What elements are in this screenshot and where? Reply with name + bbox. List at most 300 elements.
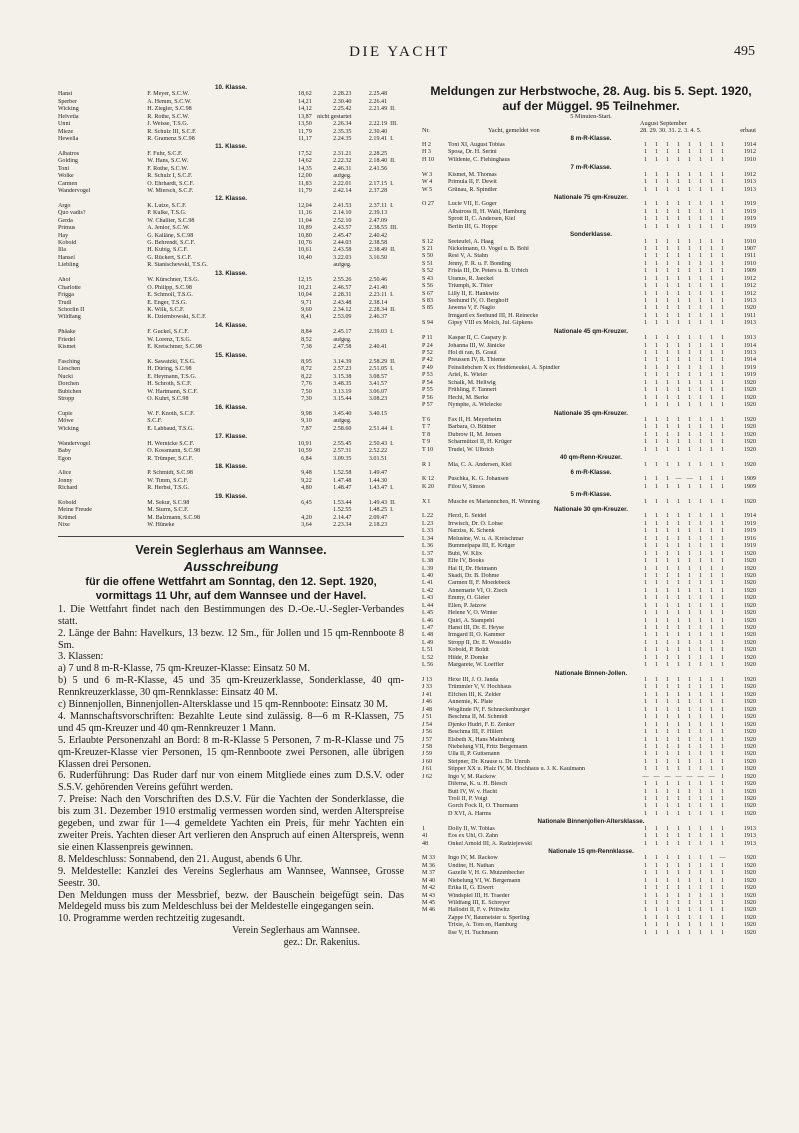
race-day-mark: 1	[709, 461, 714, 468]
prize: I.	[390, 292, 394, 299]
race-day-mark: 1	[665, 855, 670, 862]
race-day-mark: 1	[654, 862, 659, 869]
entry-row	[422, 521, 760, 528]
yacht-name: Golding	[58, 158, 78, 165]
race-day-mark: 1	[698, 171, 703, 178]
race-day-mark: 1	[687, 810, 692, 817]
rating: 9,98	[301, 410, 312, 417]
race-day-mark: 1	[698, 855, 703, 862]
owner-club: O. Kuhrt, S.C.98	[147, 396, 189, 403]
prize: I.	[390, 136, 394, 143]
corrected-time: 2.38.55	[368, 225, 388, 232]
race-day-mark: 1	[687, 803, 692, 810]
corrected-time	[351, 114, 387, 121]
race-day-mark: 1	[676, 587, 681, 594]
elapsed-time: 2.58.60	[333, 425, 352, 432]
sail-number: P 49	[422, 364, 433, 371]
race-day-mark: 1	[654, 342, 659, 349]
entry-row	[422, 558, 760, 565]
year-built: 1920	[743, 699, 756, 706]
sail-number: X I	[422, 498, 430, 505]
elapsed-time: 1.52.58	[333, 470, 352, 477]
race-days	[640, 796, 728, 803]
elapsed-time: 3.48.35	[333, 381, 352, 388]
race-days	[640, 276, 728, 283]
rating: 10,76	[298, 240, 312, 247]
race-day-mark: 1	[665, 387, 670, 394]
corrected-time: 2.50.43	[368, 440, 388, 447]
race-day-mark: 1	[676, 335, 681, 342]
race-day-mark: 1	[698, 357, 703, 364]
rating: 10,61	[298, 247, 312, 254]
entry-row	[422, 610, 760, 617]
race-day-mark: 1	[720, 357, 725, 364]
corrected-time: 2.37.28	[368, 188, 388, 195]
race-day-mark: 1	[698, 179, 703, 186]
race-day-mark: —	[664, 773, 671, 780]
race-day-mark: 1	[720, 870, 725, 877]
entry-row	[422, 320, 760, 327]
race-day-mark: 1	[687, 260, 692, 267]
race-day-mark: 1	[665, 305, 670, 312]
race-days	[640, 320, 728, 327]
rating: 13,50	[298, 121, 312, 128]
race-days	[640, 774, 728, 781]
yacht-entrant: Margarete, W. Loeffler	[448, 662, 504, 669]
corrected-time: 2.39.13	[368, 210, 388, 217]
yacht-name: Jonny	[58, 477, 73, 484]
entry-row	[422, 239, 760, 246]
sail-number: P 56	[422, 394, 433, 401]
year-built: 1910	[743, 260, 756, 267]
race-day-mark: 1	[698, 253, 703, 260]
race-day-mark: 1	[720, 223, 725, 230]
entry-row	[422, 640, 760, 647]
race-days	[640, 900, 728, 907]
race-day-mark: 1	[676, 729, 681, 736]
owner-club: P. Kulke, T.S.G.	[147, 210, 187, 217]
race-day-mark: 1	[676, 833, 681, 840]
race-day-mark: 1	[643, 350, 648, 357]
race-day-mark: 1	[676, 840, 681, 847]
yacht-name: Illa	[58, 247, 67, 254]
entry-row	[422, 499, 760, 506]
owner-club: K. Lutze, S.C.F.	[147, 202, 187, 209]
race-day-mark: 1	[665, 625, 670, 631]
race-day-mark: 1	[643, 647, 648, 654]
race-day-mark: 1	[709, 156, 714, 163]
race-day-mark: 1	[643, 298, 648, 305]
entry-row	[422, 313, 760, 320]
owner-club: K. Dziembowski, S.C.F.	[147, 314, 207, 321]
corrected-time: 2.28.25	[368, 150, 388, 157]
year-built: 1907	[743, 245, 756, 252]
year-built: 1920	[743, 766, 756, 773]
sail-number: S 12	[422, 238, 434, 245]
race-days	[640, 343, 728, 350]
race-day-mark: 1	[687, 156, 692, 163]
race-day-mark: 1	[709, 498, 714, 505]
yacht-name: Liebling	[58, 262, 79, 269]
announcement-paragraph: c) Binnenjollen, Binnenjollen-Altersklasse und 15 qm-Rennboote: Einsatz 30 M.	[58, 699, 388, 711]
race-day-mark: 1	[720, 156, 725, 163]
yacht-name: Alice	[58, 470, 72, 477]
rating: 14,21	[298, 98, 312, 105]
race-day-mark: 1	[676, 260, 681, 267]
elapsed-time: 2.43.58	[333, 247, 352, 254]
race-days	[640, 335, 728, 342]
race-days	[640, 179, 728, 186]
race-day-mark: 1	[676, 558, 681, 565]
race-day-mark: 1	[698, 825, 703, 832]
yacht-entrant: Mia, C. A. Andersen, Kiel	[448, 461, 512, 468]
race-day-mark: 1	[654, 357, 659, 364]
elapsed-time: 2.35.35	[333, 128, 352, 135]
owner-club: E. Schmoll, T.S.G.	[147, 292, 193, 299]
race-day-mark: 1	[687, 602, 692, 609]
race-day-mark: 1	[643, 781, 648, 788]
race-day-mark: 1	[720, 632, 725, 639]
race-day-mark: 1	[687, 141, 692, 148]
race-day-mark: 1	[654, 186, 659, 193]
race-day-mark: 1	[665, 796, 670, 803]
sail-number: K 12	[422, 476, 435, 483]
race-day-mark: 1	[687, 907, 692, 914]
race-day-mark: 1	[665, 268, 670, 275]
entry-row	[422, 774, 760, 781]
race-day-mark: 1	[687, 580, 692, 587]
sail-number: W 5	[422, 186, 433, 193]
owner-club: O. Kossmann, S.C.98	[147, 448, 201, 455]
yacht-name: Unni	[58, 121, 71, 128]
corrected-time: 2.39.03	[368, 329, 388, 336]
entries-month-header	[422, 120, 760, 127]
announcement-heading: Ausschreibung	[183, 558, 279, 574]
result-row	[58, 456, 404, 463]
race-day-mark: 1	[665, 714, 670, 721]
race-day-mark: 1	[665, 699, 670, 706]
elapsed-time: 2.44.03	[333, 240, 352, 247]
race-day-mark: 1	[676, 677, 681, 684]
yacht-entrant: Troll II, P. Voigt	[448, 796, 488, 803]
race-day-mark: 1	[676, 141, 681, 148]
prize	[387, 381, 404, 388]
year-built: 1920	[743, 379, 756, 386]
race-day-mark: 1	[687, 825, 692, 832]
entry-row	[422, 365, 760, 372]
race-day-mark: 1	[654, 528, 659, 535]
corrected-time: 1.44.30	[368, 477, 388, 484]
result-row	[58, 507, 404, 514]
prize	[387, 262, 404, 269]
yacht-entrant: Steipner, Dr. Krause u. Dr. Unruh	[448, 758, 530, 765]
race-day-mark: 1	[709, 766, 714, 773]
regatta-announcement	[58, 536, 404, 949]
race-day-mark: 1	[643, 520, 648, 527]
year-built: 1912	[743, 275, 756, 282]
race-day-mark: 1	[676, 535, 681, 542]
race-day-mark: 1	[698, 632, 703, 639]
race-day-mark: 1	[698, 796, 703, 803]
race-days	[640, 655, 728, 662]
owner-club: F. Rothe, S.C.W.	[147, 165, 188, 172]
result-row	[58, 277, 404, 284]
race-day-mark: 1	[676, 914, 681, 921]
race-day-mark: 1	[709, 632, 714, 639]
sail-number: J 46	[422, 699, 432, 706]
race-day-mark: 1	[720, 766, 725, 773]
race-day-mark: 1	[698, 550, 703, 557]
prize	[387, 91, 404, 98]
announcement-paragraph: 5. Erlaubte Personenzahl an Bord: 8 m-R-Klasse 5 Personen, 7 m-R-Klasse und 75 qm-Kreuzer-Klasse vier Personen, 15 qm-Rennboote zwei Personen, alle übrigen Klassen drei Personen.	[58, 734, 404, 770]
owner-club: W. Kürschner, T.S.G.	[147, 277, 200, 284]
page-number: 495	[734, 44, 755, 59]
sail-number: M 36	[422, 862, 436, 869]
entry-row	[422, 305, 760, 312]
race-day-mark: 1	[665, 216, 670, 223]
announcement-paragraph: Den Meldungen muss der Messbrief, bezw. der Bauschein beigefügt sein. Das Meldegeld muss bis zum Meldeschluss bei der Meldestelle eingegangen sein.	[58, 889, 404, 913]
race-day-mark: 1	[654, 223, 659, 230]
result-row	[58, 136, 404, 143]
race-day-mark: 1	[687, 216, 692, 223]
race-day-mark: 1	[654, 208, 659, 215]
race-days	[640, 172, 728, 179]
race-day-mark: 1	[676, 610, 681, 617]
race-day-mark: 1	[676, 394, 681, 401]
result-row	[58, 114, 404, 121]
entry-row	[422, 543, 760, 550]
prize: I.	[390, 425, 394, 432]
race-day-mark: 1	[665, 342, 670, 349]
race-day-mark: 1	[654, 803, 659, 810]
corrected-time	[351, 262, 387, 269]
race-day-mark: —	[675, 773, 682, 780]
sail-number: L 37	[422, 550, 434, 557]
race-day-mark: 1	[654, 900, 659, 907]
race-day-mark: 1	[654, 446, 659, 453]
owner-club: W. Lorenz, T.S.G.	[147, 336, 192, 343]
race-day-mark: 1	[643, 758, 648, 765]
yacht-entrant: Kaspar II, C. Caspary jr.	[448, 335, 508, 342]
yacht-entrant: Wildente, C. Flehinghaus	[448, 156, 511, 163]
elapsed-time: 2.34.12	[333, 306, 352, 313]
race-day-mark: 1	[687, 833, 692, 840]
race-day-mark: 1	[709, 892, 714, 899]
race-day-mark: 1	[687, 446, 692, 453]
entry-row	[422, 476, 760, 483]
race-day-mark: 1	[709, 803, 714, 810]
yacht-entrant: Ingo V, M. Rackow	[448, 773, 496, 780]
race-day-mark: 1	[698, 788, 703, 795]
sail-number	[422, 811, 448, 818]
race-day-mark: 1	[643, 550, 648, 557]
race-day-mark: 1	[665, 141, 670, 148]
race-day-mark: 1	[665, 260, 670, 267]
race-day-mark: 1	[643, 387, 648, 394]
race-day-mark: 1	[720, 260, 725, 267]
prize: II.	[390, 500, 396, 507]
race-day-mark: 1	[687, 305, 692, 312]
race-day-mark: 1	[698, 900, 703, 907]
race-day-mark: 1	[665, 379, 670, 386]
elapsed-time: 2.43.48	[333, 299, 352, 306]
race-day-mark: 1	[709, 639, 714, 646]
race-day-mark: 1	[676, 543, 681, 550]
sail-number: S 50	[422, 253, 434, 260]
corrected-time: 1.48.25	[368, 507, 388, 514]
yacht-entrant: Hilde, P. Domke	[448, 654, 489, 661]
race-day-mark: 1	[720, 305, 725, 312]
class-heading: 12. Klasse.	[215, 195, 247, 203]
race-day-mark: 1	[720, 498, 725, 505]
race-day-mark: 1	[709, 379, 714, 386]
sail-number: R 1	[422, 461, 431, 468]
yacht-entrant: Carmen II, F. Moedebeck	[448, 580, 511, 587]
race-days	[640, 618, 728, 625]
yacht-entrant: Hallodri II, F. v. Prittwitz	[448, 907, 510, 914]
owner-club: W. Timm, S.C.F.	[147, 477, 188, 484]
rating: 11,83	[298, 180, 312, 187]
race-day-mark: 1	[720, 877, 725, 884]
race-day-mark: 1	[720, 364, 725, 371]
race-day-mark: 1	[698, 402, 703, 409]
yacht-entrant: D XVI, A. Harms	[448, 810, 492, 817]
race-day-mark: 1	[665, 364, 670, 371]
race-day-mark: 1	[698, 617, 703, 624]
race-day-mark: 1	[720, 691, 725, 698]
year-built: 1920	[743, 580, 756, 587]
result-row	[58, 158, 404, 165]
race-day-mark: 1	[720, 907, 725, 914]
year-built: 1920	[743, 877, 756, 884]
race-day-mark: 1	[665, 729, 670, 736]
race-day-mark: 1	[676, 751, 681, 758]
race-day-mark: 1	[709, 260, 714, 267]
yacht-name: Charlotte	[58, 284, 81, 291]
entry-class-heading: 7 m-R-Klasse.	[570, 164, 612, 172]
race-day-mark: 1	[654, 149, 659, 156]
race-day-mark: 1	[720, 461, 725, 468]
yacht-entrant: Niebelung VI, W. Bergemann	[448, 877, 521, 884]
race-day-mark: 1	[709, 565, 714, 572]
race-day-mark: 1	[709, 610, 714, 617]
race-day-mark: 1	[687, 877, 692, 884]
rating: 10,89	[298, 225, 312, 232]
year-built: 1920	[743, 773, 756, 780]
year-built: 1913	[743, 298, 756, 305]
race-day-mark: 1	[643, 513, 648, 520]
race-day-mark: 1	[698, 513, 703, 520]
race-day-mark: 1	[720, 424, 725, 431]
race-day-mark: 1	[643, 156, 648, 163]
race-days	[640, 447, 728, 454]
race-day-mark: 1	[709, 372, 714, 379]
sail-number: P 53	[422, 372, 433, 379]
prize: III.	[390, 121, 398, 128]
race-day-mark: 1	[676, 431, 681, 438]
race-day-mark: 1	[665, 402, 670, 409]
race-day-mark: 1	[654, 922, 659, 929]
race-day-mark: 1	[665, 572, 670, 579]
yacht-entrant: Diferna, K. u. H. Blesch	[448, 781, 508, 788]
race-day-mark: 1	[698, 870, 703, 877]
race-day-mark: 1	[687, 387, 692, 394]
sail-number: J 48	[422, 706, 432, 713]
race-day-mark: 1	[643, 305, 648, 312]
race-day-mark: 1	[665, 416, 670, 423]
race-day-mark: 1	[698, 781, 703, 788]
yacht-entrant: Irmgard ex Seehund III, H. Reinecke	[448, 312, 539, 319]
race-day-mark: 1	[665, 825, 670, 832]
elapsed-time: 3.15.38	[333, 373, 352, 380]
race-day-mark: 1	[709, 595, 714, 602]
race-day-mark: 1	[709, 662, 714, 669]
sail-number: T 9	[422, 439, 431, 446]
entry-row	[422, 149, 760, 156]
entry-row	[422, 885, 760, 892]
race-day-mark: 1	[698, 699, 703, 706]
race-days	[640, 239, 728, 246]
rating: 9,60	[301, 306, 312, 313]
announcement-paragraph: 2. Länge der Bahn: Havelkurs, 13 bezw. 12 Sm., für Jollen und 15 qm-Rennboote 8 Sm.	[58, 627, 404, 651]
result-row	[58, 129, 404, 136]
race-day-mark: 1	[687, 796, 692, 803]
result-row	[58, 374, 404, 381]
sail-number: M 45	[422, 900, 436, 907]
year-built: 1920	[743, 907, 756, 914]
race-day-mark: 1	[676, 201, 681, 208]
race-day-mark: 1	[698, 751, 703, 758]
race-day-mark: 1	[698, 595, 703, 602]
entry-row	[422, 261, 760, 268]
race-day-mark: 1	[720, 543, 725, 550]
race-day-mark: 1	[720, 320, 725, 327]
race-day-mark: 1	[643, 268, 648, 275]
race-days	[640, 432, 728, 439]
prize	[387, 210, 404, 217]
race-day-mark: 1	[643, 677, 648, 684]
class-heading: 16. Klasse.	[215, 403, 247, 411]
yacht-name: Wandervogel	[58, 440, 91, 447]
year-built: 1919	[743, 216, 756, 223]
year-built: 1920	[743, 758, 756, 765]
yacht-entrant: Butt IV, W. v. Hacht	[448, 788, 498, 795]
race-day-mark: 1	[654, 387, 659, 394]
race-days	[640, 424, 728, 431]
elapsed-time: 2.55.45	[333, 440, 352, 447]
year-built: 1920	[743, 781, 756, 788]
race-day-mark: —	[719, 855, 726, 862]
race-day-mark: 1	[687, 245, 692, 252]
sail-number	[422, 224, 448, 231]
race-days	[640, 439, 728, 446]
year-built: 1920	[743, 632, 756, 639]
race-day-mark: 1	[643, 602, 648, 609]
race-day-mark: 1	[654, 320, 659, 327]
race-day-mark: 1	[698, 372, 703, 379]
entry-row	[422, 699, 760, 706]
race-day-mark: 1	[643, 260, 648, 267]
year-built: 1920	[743, 431, 756, 438]
announcement-paragraph: 4. Mannschaftsvorschriften: Bezahlte Leute sind zulässig. 8—6 m R-Klassen, 75 und 45 qm-Kreuzer und 40 qm-Rennkreuzer 1 Mann.	[58, 710, 404, 734]
race-day-mark: 1	[720, 439, 725, 446]
race-day-mark: 1	[698, 350, 703, 357]
sail-number	[422, 922, 448, 929]
corrected-time: 3.08.57	[368, 373, 388, 380]
owner-club: E. Kretschmer, S.C.98	[147, 344, 202, 351]
race-day-mark: 1	[665, 483, 670, 490]
race-day-mark: 1	[665, 298, 670, 305]
